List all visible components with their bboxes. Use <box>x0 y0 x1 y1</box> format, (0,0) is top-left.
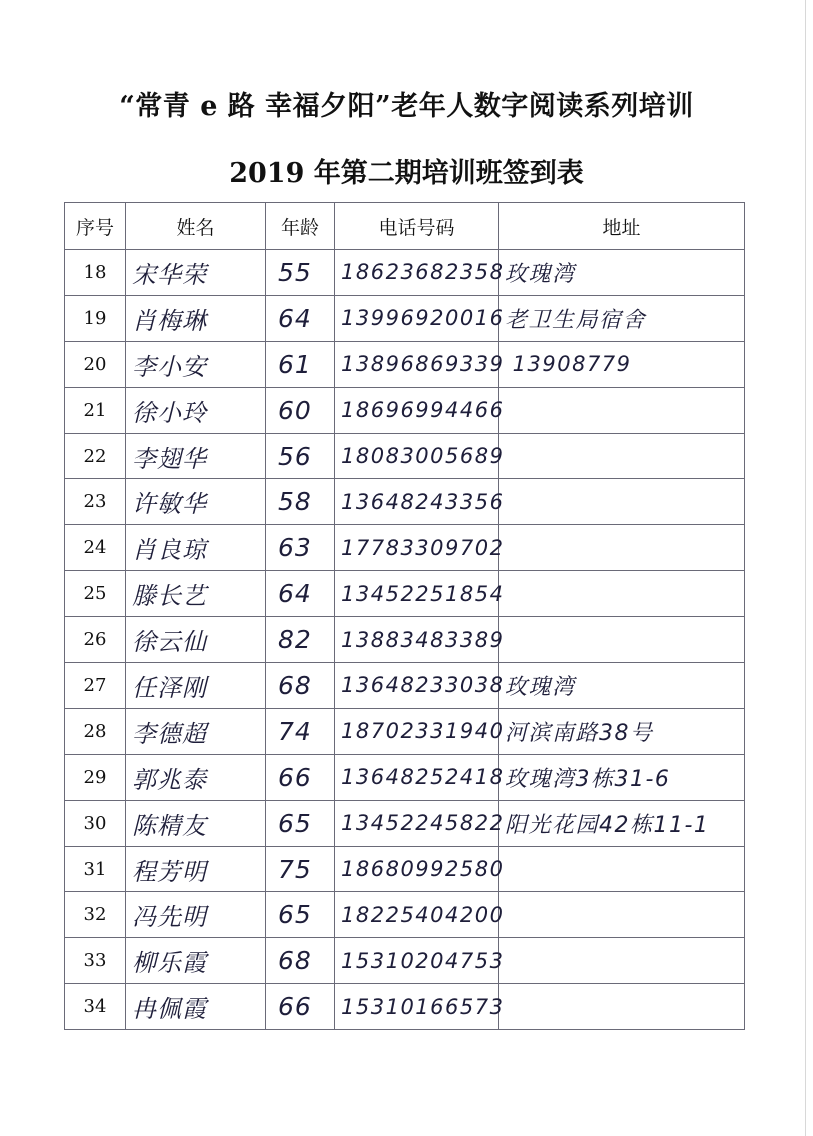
row-address: 玫瑰湾 <box>505 674 576 700</box>
row-phone: 13452245822 <box>341 811 505 836</box>
row-number-cell: 33 <box>65 938 126 984</box>
row-age-cell <box>266 571 335 617</box>
table-row <box>65 387 745 433</box>
row-address-cell <box>499 250 745 296</box>
header-age: 年龄 <box>266 203 335 250</box>
row-name-cell <box>126 433 266 479</box>
row-age-cell <box>266 754 335 800</box>
row-name: 滕长艺 <box>132 582 207 611</box>
row-name: 李翅华 <box>132 444 207 473</box>
row-phone: 13883483389 <box>341 627 505 652</box>
table-row <box>65 892 745 938</box>
document-title: “常青 e 路 幸福夕阳”老年人数字阅读系列培训 <box>119 91 694 122</box>
row-phone-cell <box>335 754 505 800</box>
table-row <box>65 433 745 479</box>
row-number-cell: 21 <box>65 387 126 433</box>
row-name-cell <box>126 571 266 617</box>
row-address-cell <box>499 846 745 892</box>
table-row <box>65 754 745 800</box>
table-row <box>65 295 745 341</box>
table-row <box>65 938 745 984</box>
row-address: 玫瑰湾3栋31-6 <box>505 766 671 792</box>
row-address-cell <box>499 800 745 846</box>
header-phone: 电话号码 <box>335 203 499 250</box>
table-row <box>65 846 745 892</box>
row-name: 柳乐霞 <box>132 949 207 978</box>
row-name: 陈精友 <box>132 811 207 840</box>
row-name-cell <box>126 479 266 525</box>
row-phone: 18680992580 <box>341 857 505 882</box>
row-age: 82 <box>278 625 312 655</box>
row-number-cell: 23 <box>65 479 126 525</box>
row-age: 64 <box>278 303 312 333</box>
row-address-cell <box>499 663 745 709</box>
row-number-cell: 19 <box>65 295 126 341</box>
table-row <box>65 571 745 617</box>
row-name-cell <box>126 800 266 846</box>
table-row <box>65 708 745 754</box>
row-name: 宋华荣 <box>132 260 207 289</box>
row-phone: 13896869339 13908779 <box>341 352 632 377</box>
table-row <box>65 984 745 1030</box>
row-number-cell: 30 <box>65 800 126 846</box>
row-phone-cell <box>335 708 505 754</box>
table-header-row <box>65 203 745 250</box>
row-age-cell <box>266 295 335 341</box>
row-age: 74 <box>278 716 312 746</box>
row-phone-cell <box>335 846 505 892</box>
row-phone-cell <box>335 479 505 525</box>
row-age-cell <box>266 800 335 846</box>
header-address: 地址 <box>499 203 745 250</box>
row-address: 老卫生局宿舍 <box>505 307 647 333</box>
row-age: 66 <box>278 762 312 792</box>
table-row <box>65 800 745 846</box>
row-phone: 18696994466 <box>341 398 505 423</box>
row-phone-cell <box>335 433 505 479</box>
row-name-cell <box>126 892 266 938</box>
row-address: 玫瑰湾 <box>505 261 576 287</box>
row-age-cell <box>266 984 335 1030</box>
document-subtitle: 2019 年第二期培训班签到表 <box>229 158 584 189</box>
row-age-cell <box>266 250 335 296</box>
row-address-cell <box>499 571 745 617</box>
row-name: 冉佩霞 <box>132 995 207 1024</box>
row-name-cell <box>126 708 266 754</box>
row-age: 55 <box>278 257 312 287</box>
row-phone-cell <box>335 800 505 846</box>
header-name: 姓名 <box>126 203 266 250</box>
row-number-cell: 28 <box>65 708 126 754</box>
row-address: 河滨南路38号 <box>505 720 654 746</box>
table-row <box>65 525 745 571</box>
row-name: 任泽刚 <box>132 673 207 702</box>
row-address-cell <box>499 295 745 341</box>
row-phone: 18083005689 <box>341 444 505 468</box>
row-address-cell <box>499 617 745 663</box>
row-name-cell <box>126 387 266 433</box>
row-number-cell: 22 <box>65 433 126 479</box>
row-name: 李德超 <box>132 719 207 748</box>
row-number-cell: 26 <box>65 617 126 663</box>
row-number-cell: 29 <box>65 754 126 800</box>
row-number-cell: 20 <box>65 341 126 387</box>
table-row <box>65 617 745 663</box>
row-address-cell <box>499 984 745 1030</box>
row-phone: 13452251854 <box>341 581 505 606</box>
row-age: 61 <box>278 349 312 379</box>
row-name: 肖梅琳 <box>132 306 207 335</box>
row-phone-cell <box>335 341 632 387</box>
table-row <box>65 250 745 296</box>
row-age: 75 <box>278 854 312 884</box>
row-age: 56 <box>278 441 312 471</box>
row-phone-cell <box>335 984 505 1030</box>
row-phone: 13648243356 <box>341 489 505 514</box>
row-age: 60 <box>278 395 312 425</box>
row-name-cell <box>126 663 266 709</box>
row-age-cell <box>266 525 335 571</box>
row-number-cell: 25 <box>65 571 126 617</box>
row-age: 63 <box>278 533 312 563</box>
row-age-cell <box>266 433 335 479</box>
row-name-cell <box>126 846 266 892</box>
row-name-cell <box>126 341 266 387</box>
row-phone-cell <box>335 295 505 341</box>
row-phone-cell <box>335 617 505 663</box>
row-name-cell <box>126 984 266 1030</box>
row-name: 程芳明 <box>132 857 207 886</box>
row-phone: 18702331940 <box>341 719 505 744</box>
row-name: 李小安 <box>132 352 207 381</box>
row-name-cell <box>126 754 266 800</box>
row-phone-cell <box>335 250 505 296</box>
row-age-cell <box>266 387 335 433</box>
row-age: 68 <box>278 670 312 700</box>
row-age-cell <box>266 938 335 984</box>
row-address-cell <box>499 708 745 754</box>
header-number: 序号 <box>65 203 126 250</box>
row-age: 66 <box>278 992 312 1022</box>
row-number-cell: 32 <box>65 892 126 938</box>
row-phone-cell <box>335 892 505 938</box>
row-address: 阳光花园42栋11-1 <box>505 812 710 838</box>
row-name: 郭兆泰 <box>132 765 207 794</box>
row-phone-cell <box>335 938 505 984</box>
row-phone: 18623682358 <box>341 260 505 285</box>
row-name-cell <box>126 617 266 663</box>
row-age-cell <box>266 341 335 387</box>
row-address-cell <box>499 938 745 984</box>
row-age-cell <box>266 479 335 525</box>
table-row <box>65 341 745 387</box>
row-address-cell <box>499 433 745 479</box>
row-phone-cell <box>335 525 505 571</box>
row-phone-cell <box>335 663 505 709</box>
row-address-cell <box>499 754 745 800</box>
row-age: 68 <box>278 946 312 976</box>
row-name: 许敏华 <box>132 490 207 519</box>
row-age-cell <box>266 846 335 892</box>
row-number-cell: 31 <box>65 846 126 892</box>
row-number-cell: 24 <box>65 525 126 571</box>
row-name-cell <box>126 525 266 571</box>
row-number-cell: 34 <box>65 984 126 1030</box>
row-address-cell <box>499 387 745 433</box>
row-address-cell <box>499 479 745 525</box>
row-phone: 18225404200 <box>341 902 505 927</box>
row-age: 65 <box>278 808 312 838</box>
row-phone: 15310166573 <box>341 994 505 1019</box>
row-phone: 13996920016 <box>341 306 505 331</box>
row-name: 肖良琼 <box>132 536 207 565</box>
row-phone: 13648252418 <box>341 765 505 790</box>
row-name-cell <box>126 295 266 341</box>
row-number-cell: 18 <box>65 250 126 296</box>
row-phone-cell <box>335 571 505 617</box>
table-row <box>65 479 745 525</box>
row-address-cell <box>499 892 745 938</box>
row-name: 徐云仙 <box>132 628 207 657</box>
row-name-cell <box>126 250 266 296</box>
row-age-cell <box>266 617 335 663</box>
row-phone: 17783309702 <box>341 535 505 560</box>
table-row <box>65 663 745 709</box>
row-name-cell <box>126 938 266 984</box>
row-age: 64 <box>278 579 312 609</box>
row-address-cell <box>499 525 745 571</box>
row-name: 冯先明 <box>132 903 207 932</box>
row-age: 58 <box>278 487 312 517</box>
row-number-cell: 27 <box>65 663 126 709</box>
sign-in-table <box>64 202 745 1030</box>
row-age: 65 <box>278 900 312 930</box>
row-name: 徐小玲 <box>132 398 207 427</box>
row-phone: 13648233038 <box>341 673 505 698</box>
row-age-cell <box>266 892 335 938</box>
row-age-cell <box>266 663 335 709</box>
row-phone-cell <box>335 387 505 433</box>
row-age-cell <box>266 708 335 754</box>
table-body <box>65 250 745 1030</box>
row-phone: 15310204753 <box>341 948 505 973</box>
